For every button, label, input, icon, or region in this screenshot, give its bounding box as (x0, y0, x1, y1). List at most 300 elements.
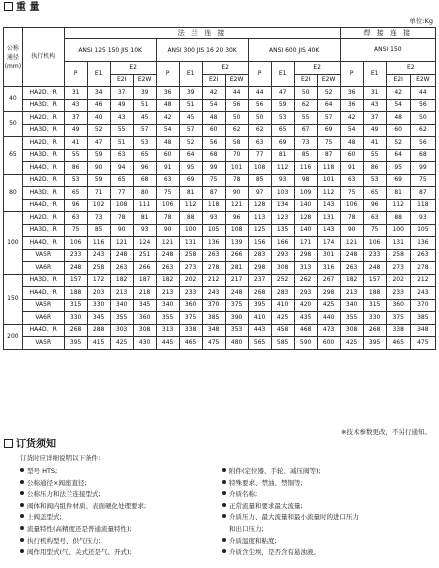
list-item-text: 流量特性(高精度还是普通流量特性); (27, 524, 132, 533)
checkbox-square-icon (4, 2, 13, 11)
cell-weight: 143 (317, 199, 340, 212)
header-e1: E1 (87, 62, 110, 87)
cell-weight: 278 (410, 262, 435, 275)
cell-weight: 298 (294, 249, 317, 262)
cell-weight: 188 (64, 287, 87, 300)
list-item-text: 型号 HTS; (27, 467, 58, 475)
cell-weight: 268 (64, 324, 87, 337)
cell-nominal-size: 100 (4, 212, 23, 275)
cell-actuator: HA2D、R (22, 112, 64, 125)
list-item (20, 512, 146, 524)
cell-weight: 37 (363, 112, 386, 125)
cell-weight: 113 (248, 212, 271, 225)
cell-actuator: HA4D、R (22, 237, 64, 250)
cell-weight: 39 (179, 87, 202, 100)
cell-weight: 315 (64, 299, 87, 312)
table-row (4, 87, 436, 100)
list-item (20, 466, 146, 478)
cell-weight: 52 (87, 124, 110, 137)
cell-weight: 116 (87, 237, 110, 250)
cell-weight: 54 (340, 124, 363, 137)
cell-weight: 182 (340, 274, 363, 287)
cell-weight: 212 (202, 274, 225, 287)
cell-actuator: VA6R (22, 312, 64, 325)
cell-weight: 121 (225, 199, 248, 212)
cell-weight: 69 (179, 174, 202, 187)
cell-weight: 68 (133, 174, 156, 187)
cell-weight: 100 (386, 224, 410, 237)
table-row (4, 212, 436, 225)
cell-weight: 64 (317, 99, 340, 112)
cell-weight: 258 (87, 262, 110, 275)
cell-weight: 50 (294, 87, 317, 100)
cell-weight: 57 (179, 124, 202, 137)
cell-weight: 172 (87, 274, 110, 287)
cell-weight: 44 (248, 87, 271, 100)
list-item (222, 547, 359, 559)
cell-weight: 473 (317, 324, 340, 337)
cell-weight: 125 (248, 224, 271, 237)
cell-weight: 56 (410, 99, 435, 112)
cell-weight: 348 (410, 324, 435, 337)
header-actuator: 执行机构 (22, 28, 64, 87)
cell-weight: 243 (202, 287, 225, 300)
cell-weight: 77 (110, 187, 133, 200)
cell-weight: 78 (225, 174, 248, 187)
cell-weight: 353 (225, 324, 248, 337)
cell-weight: 49 (64, 124, 87, 137)
cell-weight: 340 (156, 299, 179, 312)
cell-weight: 288 (87, 324, 110, 337)
cell-weight: 348 (202, 324, 225, 337)
cell-weight: 268 (363, 324, 386, 337)
cell-weight: 85 (248, 174, 271, 187)
cell-weight: 63 (340, 174, 363, 187)
cell-weight: 263 (410, 249, 435, 262)
cell-weight: 42 (202, 87, 225, 100)
table-row (4, 274, 436, 287)
bullet-icon (222, 468, 226, 472)
cell-weight: 54 (156, 124, 179, 137)
list-item-text: 公称通径×阀座直径; (27, 478, 87, 487)
cell-weight: 123 (271, 212, 294, 225)
cell-weight: 56 (410, 137, 435, 150)
table-row (4, 299, 436, 312)
cell-weight: 68 (202, 149, 225, 162)
cell-weight: 44 (410, 87, 435, 100)
cell-weight: 139 (225, 237, 248, 250)
table-row (4, 124, 436, 137)
cell-weight: 135 (271, 224, 294, 237)
cell-weight: 315 (363, 299, 386, 312)
cell-weight: 385 (410, 312, 435, 325)
table-row (4, 99, 436, 112)
cell-weight: 458 (271, 324, 294, 337)
cell-weight: 87 (317, 149, 340, 162)
cell-weight: 43 (363, 99, 386, 112)
unit-label: 单位:Kg (409, 17, 433, 25)
cell-weight: 51 (110, 137, 133, 150)
cell-weight: 425 (271, 312, 294, 325)
cell-weight: 46 (87, 99, 110, 112)
cell-weight: 53 (363, 174, 386, 187)
cell-weight: 278 (202, 262, 225, 275)
cell-weight: 48 (340, 137, 363, 150)
bullet-icon (20, 526, 24, 530)
cell-weight: 237 (248, 274, 271, 287)
cell-weight: 90 (156, 224, 179, 237)
header-p: P (64, 62, 87, 87)
cell-weight: 182 (156, 274, 179, 287)
cell-weight: 109 (294, 187, 317, 200)
cell-weight: 202 (386, 274, 410, 287)
header-e1: E1 (179, 62, 202, 87)
cell-weight: 475 (410, 337, 435, 350)
table-row (4, 249, 436, 262)
cell-weight: 121 (110, 237, 133, 250)
cell-weight: 395 (64, 337, 87, 350)
cell-weight: 355 (156, 312, 179, 325)
cell-weight: 128 (248, 199, 271, 212)
header-p: P (248, 62, 271, 87)
cell-weight: 55 (110, 124, 133, 137)
cell-weight: 91 (156, 162, 179, 175)
table-row (4, 112, 436, 125)
cell-actuator: HA3D、R (22, 124, 64, 137)
cell-weight: 121 (340, 237, 363, 250)
table-row (4, 324, 436, 337)
cell-actuator: HA3D、R (22, 99, 64, 112)
cell-weight: 45 (179, 112, 202, 125)
cell-weight: 99 (410, 162, 435, 175)
cell-weight: 53 (133, 137, 156, 150)
cell-weight: 212 (410, 274, 435, 287)
cell-weight: 75 (317, 137, 340, 150)
cell-weight: 75 (410, 174, 435, 187)
cell-weight: 54 (386, 99, 410, 112)
table-row (4, 162, 436, 175)
cell-weight: 60 (156, 149, 179, 162)
cell-weight: 93 (202, 212, 225, 225)
cell-weight: 475 (202, 337, 225, 350)
cell-weight: 465 (386, 337, 410, 350)
table-row (4, 137, 436, 150)
cell-weight: 75 (363, 224, 386, 237)
cell-weight: 87 (410, 187, 435, 200)
cell-weight: 252 (271, 274, 294, 287)
cell-weight: 47 (87, 137, 110, 150)
cell-weight: 78 (156, 212, 179, 225)
list-item-text: 附件(定位器、手轮、减压阀等); (229, 467, 321, 475)
list-item-text: 特殊要求、禁油、禁铜等; (229, 478, 303, 487)
cell-weight: 202 (179, 274, 202, 287)
list-item-text: 介质含尘埃，是否含有悬浊液。 (229, 548, 320, 557)
cell-weight: 136 (410, 237, 435, 250)
cell-weight: 385 (202, 312, 225, 325)
cell-weight: 87 (202, 187, 225, 200)
cell-weight: 106 (363, 237, 386, 250)
header-e2: E2 (110, 62, 156, 75)
cell-weight: 67 (294, 124, 317, 137)
list-item (20, 547, 146, 559)
cell-weight: 36 (340, 99, 363, 112)
cell-weight: 39 (133, 87, 156, 100)
cell-weight: 93 (410, 212, 435, 225)
cell-weight: 445 (156, 337, 179, 350)
cell-weight: 62 (225, 124, 248, 137)
list-item (222, 478, 359, 490)
list-item-text: 阀体和阀内组件材质、表面硬化处理要求; (27, 501, 147, 510)
header-group-1: ANSI 125 150 JIS 10K (64, 39, 156, 62)
cell-weight: 395 (363, 337, 386, 350)
cell-nominal-size: 65 (4, 137, 23, 175)
cell-weight: 118 (410, 199, 435, 212)
list-item (222, 489, 359, 501)
list-item-text: 上阀盖型式; (27, 513, 62, 522)
cell-weight: 31 (64, 87, 87, 100)
cell-weight: 303 (110, 324, 133, 337)
cell-weight: 187 (133, 274, 156, 287)
cell-weight: 243 (87, 249, 110, 262)
cell-weight: 248 (340, 249, 363, 262)
cell-weight: 143 (317, 224, 340, 237)
cell-weight: 48 (156, 137, 179, 150)
cell-weight: 370 (410, 299, 435, 312)
cell-weight: 182 (110, 274, 133, 287)
cell-weight: 43 (64, 99, 87, 112)
cell-weight: 118 (317, 162, 340, 175)
order-intro: 订货时应详细说明以下条件： (20, 454, 105, 462)
cell-weight: 136 (202, 237, 225, 250)
header-e2w: E2W (410, 74, 435, 87)
header-weld: 焊 接 连 接 (340, 28, 435, 39)
bullet-icon (20, 480, 24, 484)
list-item-text: 介质名称; (229, 490, 258, 499)
cell-weight: 233 (386, 287, 410, 300)
cell-weight: 283 (248, 249, 271, 262)
cell-weight: 188 (363, 287, 386, 300)
cell-weight: 425 (340, 337, 363, 350)
cell-weight: 340 (110, 299, 133, 312)
cell-weight: 298 (248, 262, 271, 275)
cell-weight: 63 (156, 174, 179, 187)
cell-actuator: HA3D、R (22, 224, 64, 237)
header-e2: E2 (386, 62, 435, 75)
cell-actuator: HA4D、R (22, 162, 64, 175)
cell-weight: 262 (294, 274, 317, 287)
cell-weight: 375 (386, 312, 410, 325)
list-item (20, 524, 146, 536)
cell-weight: 273 (179, 262, 202, 275)
cell-weight: 75 (202, 174, 225, 187)
cell-weight: 41 (64, 137, 87, 150)
cell-weight: 45 (133, 112, 156, 125)
bullet-icon (20, 491, 24, 495)
table-row (4, 262, 436, 275)
table-row (4, 237, 436, 250)
cell-weight: 34 (87, 87, 110, 100)
cell-weight: 94 (110, 162, 133, 175)
header-e2: E2 (202, 62, 248, 75)
cell-weight: 233 (179, 287, 202, 300)
cell-weight: 355 (340, 312, 363, 325)
cell-weight: 157 (64, 274, 87, 287)
cell-weight: 360 (179, 299, 202, 312)
order-section-title (4, 439, 56, 451)
cell-weight: 301 (317, 249, 340, 262)
cell-weight: 96 (133, 162, 156, 175)
cell-weight: 56 (248, 99, 271, 112)
cell-weight: 213 (340, 287, 363, 300)
cell-weight: 203 (87, 287, 110, 300)
cell-weight: 49 (363, 124, 386, 137)
cell-weight: 100 (179, 224, 202, 237)
cell-weight: 65 (271, 124, 294, 137)
header-p: P (156, 62, 179, 87)
cell-weight: 124 (133, 237, 156, 250)
cell-weight: 81 (179, 187, 202, 200)
cell-weight: 330 (64, 312, 87, 325)
cell-weight: 48 (386, 112, 410, 125)
header-e2w: E2W (317, 74, 340, 87)
weight-title-text: 重 量 (16, 2, 40, 13)
cell-nominal-size: 200 (4, 324, 23, 349)
cell-weight: 213 (156, 287, 179, 300)
cell-weight: 77 (248, 149, 271, 162)
cell-weight: 96 (363, 199, 386, 212)
cell-actuator: HA4D、R (22, 287, 64, 300)
cell-weight: 420 (294, 299, 317, 312)
cell-weight: 55 (294, 112, 317, 125)
cell-weight: 75 (156, 187, 179, 200)
cell-weight: 266 (225, 249, 248, 262)
bullet-icon (20, 549, 24, 553)
list-item-text: 介质压力、最大流量和最小流量时的进口压力 (229, 513, 359, 522)
cell-weight: 99 (202, 162, 225, 175)
cell-weight: 64 (386, 149, 410, 162)
cell-weight: 283 (271, 287, 294, 300)
table-row (4, 337, 436, 350)
cell-weight: 106 (64, 237, 87, 250)
header-e2i: E2I (294, 74, 317, 87)
header-group-2: ANSI 300 JIS 16 20 30K (156, 39, 248, 62)
header-group-4: ANSI 150 (340, 39, 435, 62)
cell-weight: 118 (202, 199, 225, 212)
cell-weight: 435 (294, 312, 317, 325)
bullet-icon (222, 480, 226, 484)
cell-weight: 415 (87, 337, 110, 350)
cell-actuator: HA4D、R (22, 199, 64, 212)
cell-weight: 375 (225, 299, 248, 312)
cell-weight: 440 (317, 312, 340, 325)
weight-table-body (4, 87, 436, 350)
cell-weight: 425 (317, 299, 340, 312)
cell-weight: 95 (386, 162, 410, 175)
cell-weight: 60 (386, 124, 410, 137)
cell-weight: 64 (179, 149, 202, 162)
cell-weight: 101 (317, 174, 340, 187)
cell-weight: 248 (225, 287, 248, 300)
cell-weight: 106 (340, 199, 363, 212)
cell-weight: 59 (87, 174, 110, 187)
header-e1: E1 (363, 62, 386, 87)
list-item-text: 和出口压力; (229, 524, 264, 533)
cell-weight: 63 (248, 137, 271, 150)
cell-weight: 52 (179, 137, 202, 150)
cell-weight: 171 (294, 237, 317, 250)
table-row (4, 312, 436, 325)
cell-weight: 360 (386, 299, 410, 312)
list-item-text: 正常流量和要求最大流量; (229, 501, 303, 510)
tech-note: ※技术参数更改，不另行通知。 (341, 428, 431, 436)
cell-weight: 49 (110, 99, 133, 112)
cell-weight: 80 (133, 187, 156, 200)
cell-actuator: HA3D、R (22, 187, 64, 200)
cell-weight: 218 (133, 287, 156, 300)
cell-weight: 42 (386, 87, 410, 100)
list-item (20, 501, 146, 513)
cell-weight: 395 (248, 299, 271, 312)
cell-weight: 65 (110, 174, 133, 187)
cell-weight: 65 (363, 187, 386, 200)
cell-actuator: HA2D、R (22, 174, 64, 187)
cell-weight: 112 (317, 187, 340, 200)
cell-weight: 43 (110, 112, 133, 125)
cell-actuator: VA5R (22, 249, 64, 262)
cell-weight: 112 (271, 162, 294, 175)
list-item (20, 478, 146, 490)
cell-weight: 60 (340, 149, 363, 162)
header-nominal-size: 公称 通径 (mm) (4, 28, 23, 87)
list-item (222, 501, 359, 513)
cell-weight: 273 (386, 262, 410, 275)
cell-weight: 370 (202, 299, 225, 312)
cell-weight: 62 (294, 99, 317, 112)
cell-weight: 340 (340, 299, 363, 312)
header-e2w: E2W (133, 74, 156, 87)
table-row (4, 174, 436, 187)
cell-weight: 585 (271, 337, 294, 350)
cell-weight: 105 (202, 224, 225, 237)
list-item-text: 介质温度和粘度; (229, 536, 277, 545)
cell-weight: 54 (202, 99, 225, 112)
cell-weight: 375 (179, 312, 202, 325)
cell-weight: 50 (225, 112, 248, 125)
bullet-icon (222, 514, 226, 518)
cell-weight: 217 (225, 274, 248, 287)
cell-weight: 248 (363, 262, 386, 275)
cell-weight: 101 (225, 162, 248, 175)
cell-weight: 85 (294, 149, 317, 162)
cell-weight: 42 (340, 112, 363, 125)
cell-weight: 112 (386, 199, 410, 212)
header-e2i: E2I (202, 74, 225, 87)
cell-weight: 41 (363, 137, 386, 150)
cell-actuator: VA6R (22, 262, 64, 275)
cell-weight: 73 (87, 212, 110, 225)
cell-weight: 63 (363, 212, 386, 225)
cell-weight: 263 (340, 262, 363, 275)
cell-weight: 53 (64, 174, 87, 187)
cell-weight: 266 (133, 262, 156, 275)
cell-weight: 63 (110, 149, 133, 162)
cell-actuator: HA3D、R (22, 149, 64, 162)
cell-actuator: HA2D、R (22, 212, 64, 225)
cell-weight: 258 (179, 249, 202, 262)
cell-weight: 298 (317, 287, 340, 300)
cell-weight: 75 (340, 187, 363, 200)
bullet-icon (20, 538, 24, 542)
